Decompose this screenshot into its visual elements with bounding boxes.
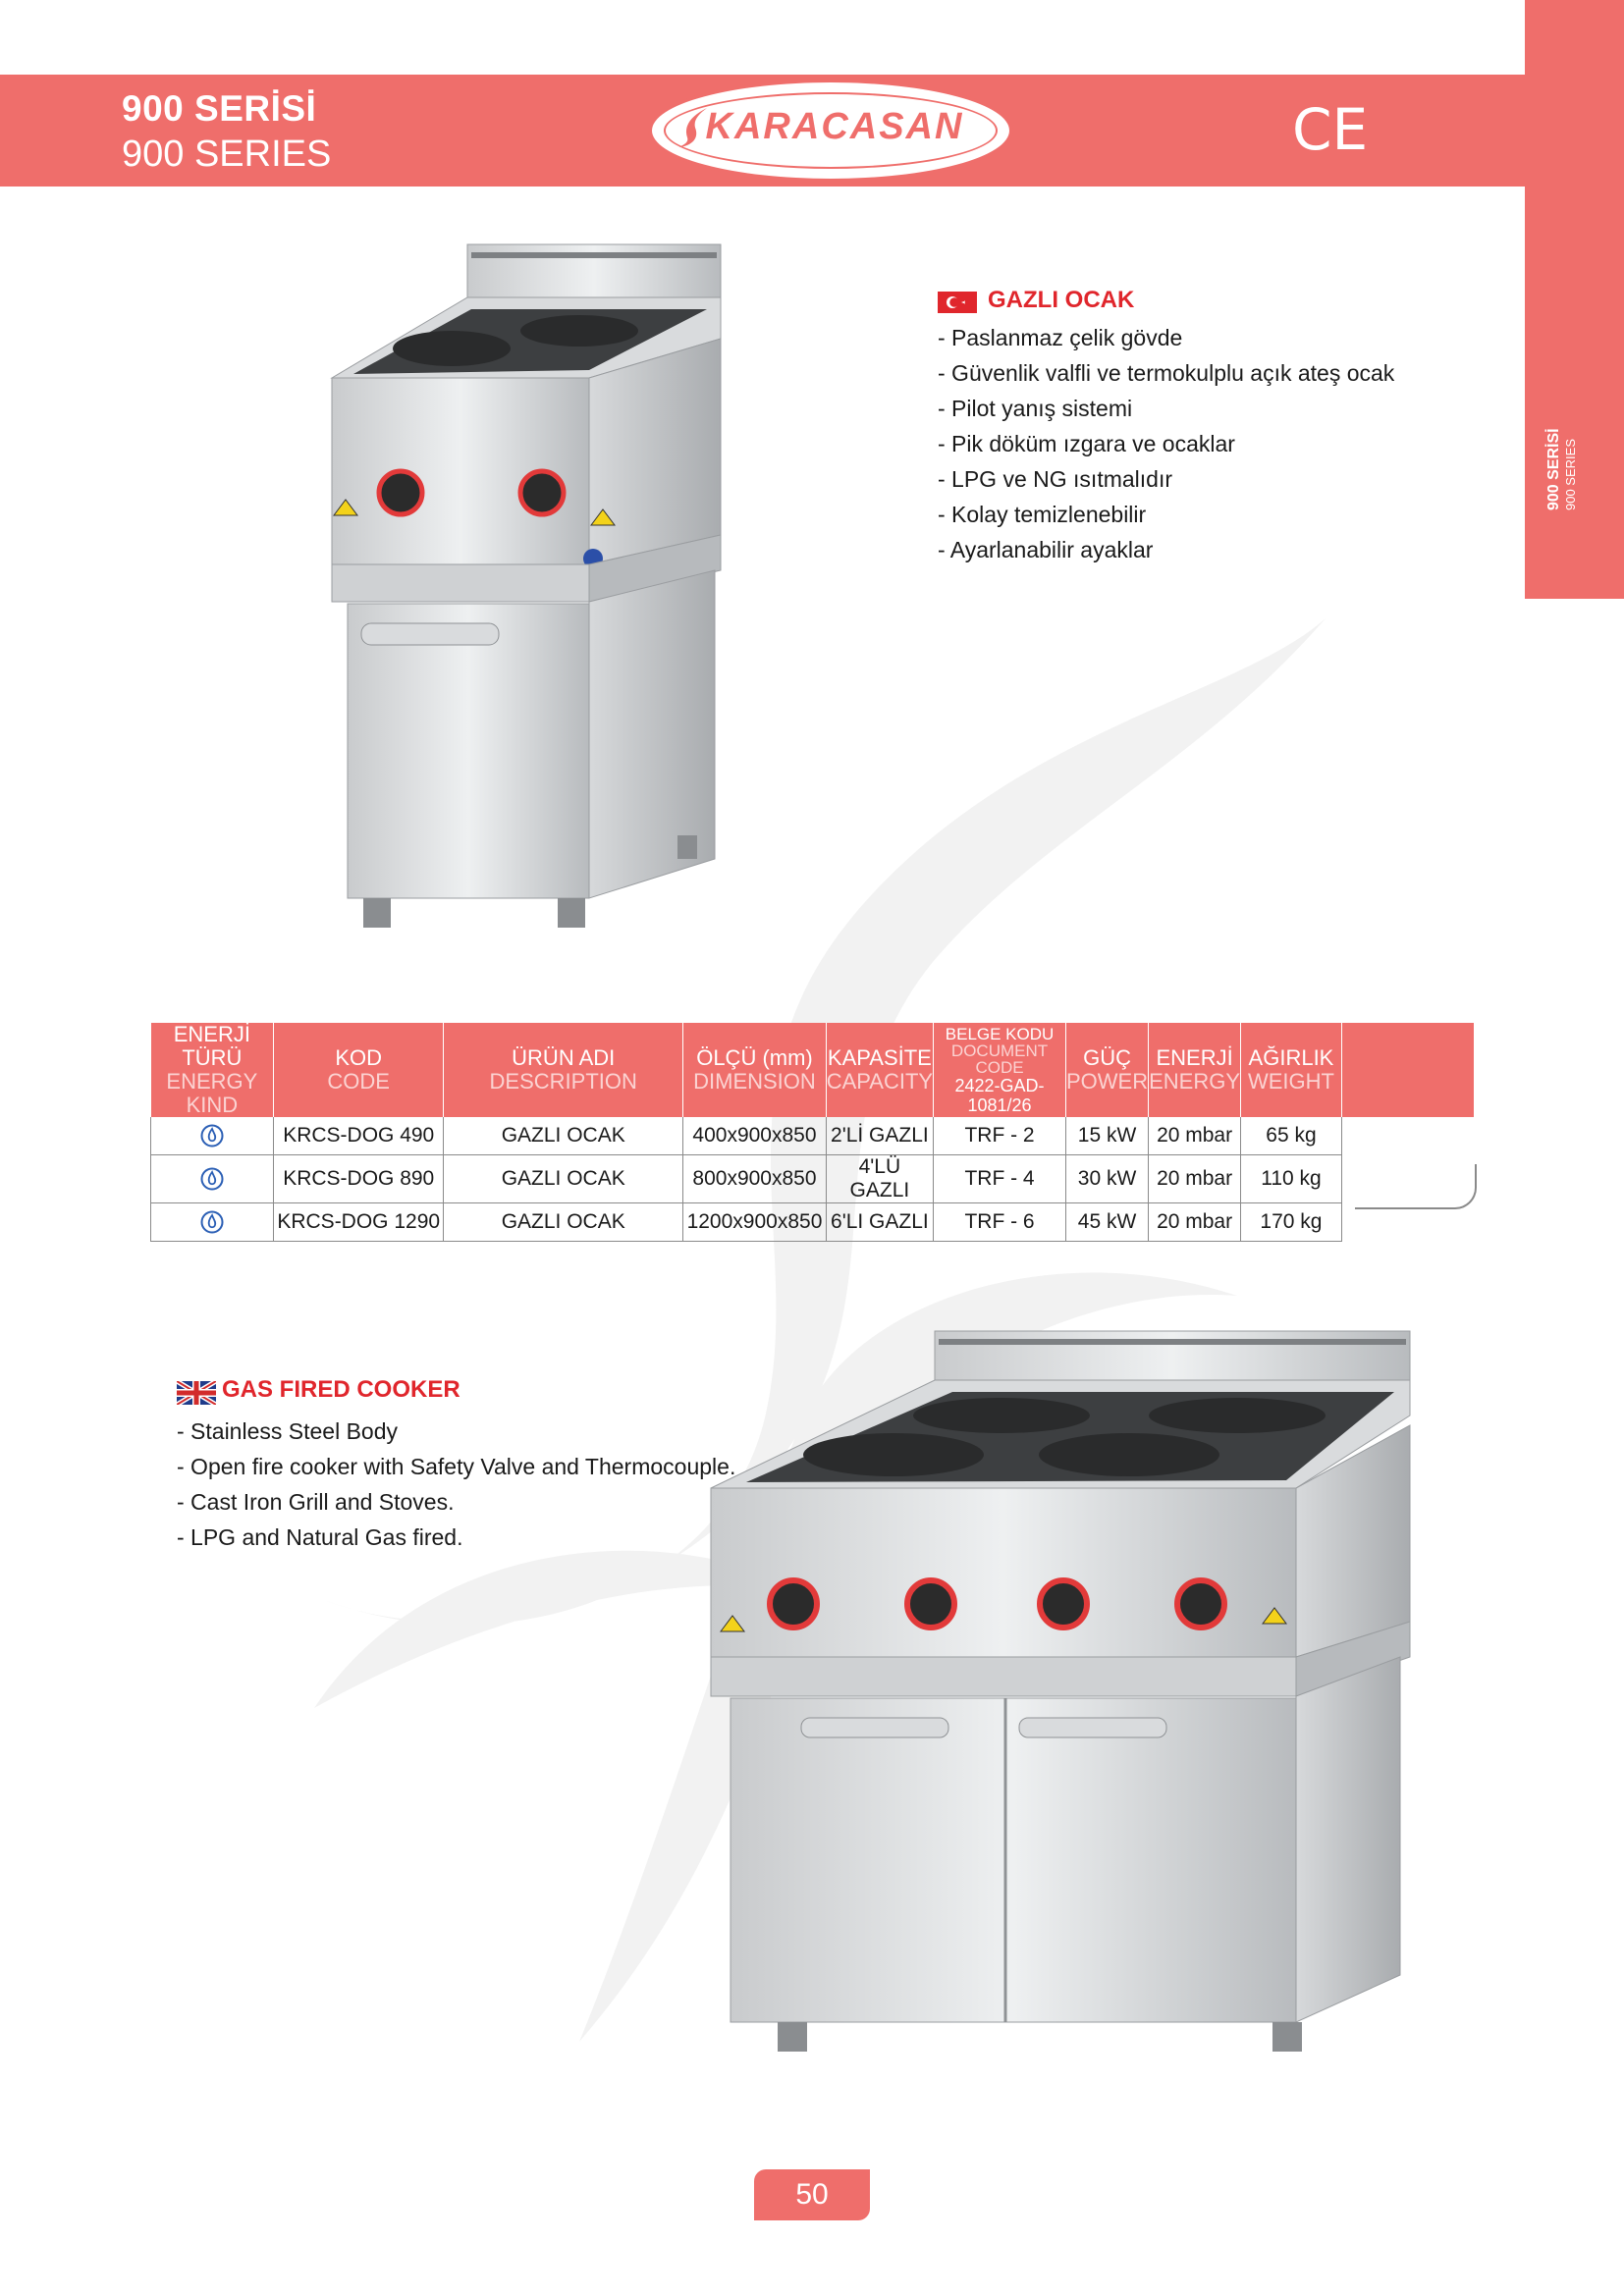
col-energy-kind: ENERJİ TÜRÜ ENERGY KIND — [151, 1023, 274, 1117]
capacity-cell: 6'LI GAZLI — [826, 1203, 933, 1242]
weight-cell: 65 kg — [1241, 1117, 1342, 1155]
header-spacer — [1341, 1023, 1474, 1117]
col-capacity: KAPASİTE CAPACITY — [826, 1023, 933, 1117]
list-item: - Güvenlik valfli ve termokulplu açık ateş ocak — [938, 360, 1395, 386]
uk-flag-icon — [177, 1381, 216, 1405]
table-row — [151, 1203, 1475, 1242]
features-en-title: GAS FIRED COOKER — [222, 1376, 460, 1403]
energy-cell: 20 mbar — [1149, 1155, 1241, 1203]
description-cell: GAZLI OCAK — [444, 1203, 683, 1242]
document-code-cell: TRF - 2 — [934, 1117, 1066, 1155]
table-header-row — [151, 1023, 1475, 1117]
document-code-cell: TRF - 4 — [934, 1155, 1066, 1203]
ce-mark-icon: CE — [1292, 96, 1369, 163]
list-item: - Kolay temizlenebilir — [938, 502, 1147, 527]
list-item: - Pilot yanış sistemi — [938, 396, 1133, 421]
energy-cell: 20 mbar — [1149, 1203, 1241, 1242]
weight-cell: 110 kg — [1241, 1155, 1342, 1203]
list-item: - Pik döküm ızgara ve ocaklar — [938, 431, 1235, 456]
col-dimension: ÖLÇÜ (mm) DIMENSION — [683, 1023, 826, 1117]
col-weight: AĞIRLIK WEIGHT — [1241, 1023, 1342, 1117]
code-cell: KRCS-DOG 1290 — [274, 1203, 444, 1242]
col-power: GÜÇ POWER — [1066, 1023, 1149, 1117]
power-cell: 45 kW — [1066, 1203, 1149, 1242]
features-en-list — [177, 1414, 735, 1555]
code-cell: KRCS-DOG 890 — [274, 1155, 444, 1203]
list-item: - Ayarlanabilir ayaklar — [938, 537, 1154, 562]
list-item: - Paslanmaz çelik gövde — [938, 325, 1183, 350]
side-tab-series-tr: 900 SERİSİ — [1545, 428, 1562, 510]
features-tr-list — [938, 320, 1394, 567]
spec-table — [150, 1023, 1474, 1242]
energy-kind-cell — [151, 1155, 274, 1203]
list-item: - LPG ve NG ısıtmalıdır — [938, 466, 1172, 492]
gas-flame-icon — [200, 1210, 224, 1234]
col-energy: ENERJİ ENERGY — [1149, 1023, 1241, 1117]
dimension-cell: 800x900x850 — [683, 1155, 826, 1203]
features-tr-title: GAZLI OCAK — [988, 287, 1135, 313]
col-document-code: BELGE KODU DOCUMENT CODE 2422-GAD-1081/26 — [934, 1023, 1066, 1117]
code-cell: KRCS-DOG 490 — [274, 1117, 444, 1155]
power-cell: 15 kW — [1066, 1117, 1149, 1155]
col-code: KOD CODE — [274, 1023, 444, 1117]
list-item: - LPG and Natural Gas fired. — [177, 1524, 463, 1550]
gas-flame-icon — [200, 1124, 224, 1148]
energy-kind-cell — [151, 1117, 274, 1155]
dimension-cell: 400x900x850 — [683, 1117, 826, 1155]
capacity-cell: 2'Lİ GAZLI — [826, 1117, 933, 1155]
brand-name: KARACASAN — [705, 106, 964, 147]
table-row — [151, 1117, 1475, 1155]
turkey-flag-icon — [938, 292, 977, 313]
capacity-cell: 4'LÜ GAZLI — [826, 1155, 933, 1203]
power-cell: 30 kW — [1066, 1155, 1149, 1203]
gas-flame-icon — [200, 1167, 224, 1191]
list-item: - Cast Iron Grill and Stoves. — [177, 1489, 455, 1515]
row-spacer — [1341, 1117, 1474, 1155]
series-title-en: 900 SERIES — [122, 133, 332, 175]
table-corner — [1355, 1164, 1477, 1209]
page-number: 50 — [754, 2169, 870, 2220]
product-image-2-burner — [324, 240, 727, 957]
list-item: - Stainless Steel Body — [177, 1418, 399, 1444]
energy-kind-cell — [151, 1203, 274, 1242]
weight-cell: 170 kg — [1241, 1203, 1342, 1242]
description-cell: GAZLI OCAK — [444, 1155, 683, 1203]
series-title-tr: 900 SERİSİ — [122, 88, 317, 129]
col-description: ÜRÜN ADI DESCRIPTION — [444, 1023, 683, 1117]
energy-cell: 20 mbar — [1149, 1117, 1241, 1155]
list-item: - Open fire cooker with Safety Valve and Thermocouple. — [177, 1454, 736, 1479]
dimension-cell: 1200x900x850 — [683, 1203, 826, 1242]
side-tab-label — [1545, 428, 1578, 510]
table-row — [151, 1155, 1475, 1203]
document-code-cell: TRF - 6 — [934, 1203, 1066, 1242]
description-cell: GAZLI OCAK — [444, 1117, 683, 1155]
side-tab-series-en: 900 SERIES — [1563, 439, 1578, 510]
product-image-4-burner — [707, 1327, 1414, 2093]
